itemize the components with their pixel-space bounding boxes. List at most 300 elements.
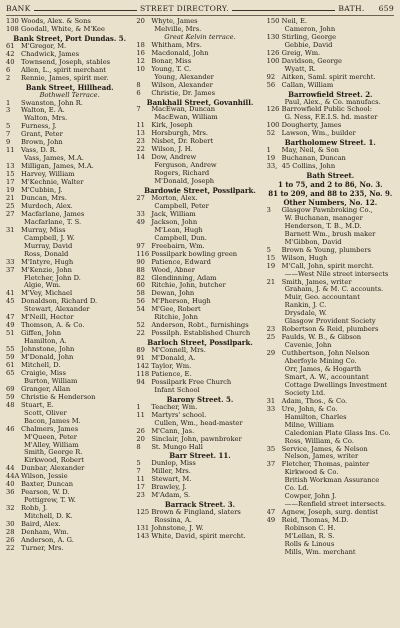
- house-number: 49: [136, 218, 145, 226]
- occupant-name: Faulds, W. B., & Gibson: [281, 334, 362, 342]
- house-number: 23: [136, 492, 145, 500]
- occupant-name: M'Gee, Robert: [151, 306, 201, 314]
- occupant-name: Adam, Thos., & Co.: [281, 397, 348, 405]
- directory-entry: [136, 243, 263, 251]
- house-number: 19: [266, 262, 276, 270]
- house-number: 33,: [266, 163, 278, 171]
- directory-entry: [6, 346, 133, 354]
- directory-entry: [136, 371, 263, 379]
- house-number: 55: [6, 346, 15, 354]
- directory-entry-continuation: Walton, Mrs.: [24, 115, 68, 123]
- directory-entry-continuation: Macfarlane, T. S.: [24, 218, 82, 226]
- directory-entry: [136, 259, 263, 267]
- house-number: 52: [136, 322, 145, 330]
- directory-entry: [6, 481, 133, 489]
- house-number: 17: [6, 179, 15, 187]
- directory-entry: [267, 255, 394, 263]
- occupant-name: Nisbet, Dr. Robert: [151, 138, 214, 146]
- directory-entry-continuation: Paul, Alex., & Co. manufacs.: [284, 98, 381, 106]
- occupant-name: Kirk, Joseph: [151, 122, 193, 130]
- directory-entry: [267, 461, 394, 469]
- directory-entry-continuation: Cullen, Wm., head-master: [154, 419, 243, 427]
- house-number: 126: [266, 106, 280, 114]
- directory-entry: [136, 211, 263, 219]
- occupant-name: Glasgow Pawnbroking Co.,: [281, 206, 373, 214]
- directory-entry: [6, 123, 133, 131]
- occupant-name: Granger, Allan: [21, 385, 71, 393]
- directory-entry-continuation: Murray, David: [24, 242, 73, 250]
- occupant-name: Robertson & Reid, plumbers: [281, 326, 379, 334]
- occupant-name: Grant, Peter: [21, 131, 63, 139]
- occupant-name: St. Mungo Hall: [151, 443, 203, 451]
- directory-entry-continuation: M'Gibbon, David: [284, 238, 342, 246]
- occupant-name: Ure, John, & Co.: [281, 405, 338, 413]
- occupant-name: Stirling, George: [281, 33, 337, 41]
- directory-entry-continuation: British Workman Assurance: [284, 477, 380, 485]
- street-heading: Barr Street. 11.: [169, 452, 231, 461]
- occupant-name: Martyrs' school.: [151, 411, 207, 419]
- house-number: 18: [136, 41, 145, 49]
- directory-entry-continuation: Kirkwood & Co.: [284, 469, 339, 477]
- house-number: 41: [6, 290, 15, 298]
- house-number: 1: [6, 99, 11, 107]
- street-heading: Bartholomew Street. 1.: [284, 139, 376, 148]
- occupant-name: Callan, William: [281, 81, 334, 89]
- directory-entry-continuation: M'Lean, Hugh: [154, 226, 203, 234]
- house-number: 10: [136, 65, 145, 73]
- occupant-name: Agnew, Joseph, surg. dentist: [281, 509, 379, 517]
- directory-entry: [6, 211, 133, 219]
- directory-entry: [6, 227, 133, 235]
- house-number: 33: [6, 258, 15, 266]
- header-rule-right: [232, 6, 335, 11]
- house-number: 49: [266, 517, 276, 525]
- directory-entry: [267, 326, 394, 334]
- house-number: 49: [6, 322, 15, 330]
- house-number: 1: [136, 403, 141, 411]
- occupant-name: Thomson, A. & Co.: [21, 322, 85, 330]
- house-number: 40: [6, 481, 15, 489]
- directory-entry: [6, 545, 133, 553]
- directory-entry: [136, 298, 263, 306]
- occupant-name: Miller, Mrs.: [151, 468, 191, 476]
- directory-entry: [136, 130, 263, 138]
- directory-entry: [136, 444, 263, 452]
- directory-entry: [6, 51, 133, 59]
- column-left: [6, 18, 133, 626]
- house-number: 7: [6, 131, 11, 139]
- directory-entry-continuation: Robinson C. H.: [284, 525, 336, 533]
- occupant-name: Brawley, J.: [151, 484, 187, 492]
- directory-entry-continuation: Gebbie, David: [284, 41, 333, 49]
- house-number: 22: [136, 146, 145, 154]
- directory-entry-continuation: Co. Ld.: [284, 485, 309, 493]
- house-number: 12: [136, 57, 145, 65]
- directory-entry: [267, 50, 394, 58]
- street-heading: Barony Street. 5.: [166, 395, 234, 404]
- directory-entry: [6, 521, 133, 529]
- occupant-name: Swanston, John R.: [21, 99, 83, 107]
- directory-entry: [267, 398, 394, 406]
- occupant-name: Murdoch, Alex.: [21, 202, 73, 210]
- directory-entry: [6, 187, 133, 195]
- house-number: 25: [266, 334, 276, 342]
- directory-entry: [136, 90, 263, 98]
- directory-entry: [136, 363, 263, 371]
- occupant-name: M'Donald, John: [21, 354, 74, 362]
- directory-entry: [136, 509, 263, 517]
- directory-entry: [136, 275, 263, 283]
- directory-entry-continuation: Graham, J. & M. C. accounts.: [284, 286, 384, 294]
- house-number: 100: [266, 122, 280, 130]
- occupant-name: Anderson, Robt., furnishings: [151, 322, 249, 330]
- house-number: 13: [6, 163, 15, 171]
- directory-entry: [136, 428, 263, 436]
- street-heading: Barrowfield Street. 2.: [288, 90, 373, 99]
- directory-entry-continuation: Cavenie, John: [284, 342, 332, 350]
- directory-entry-continuation: W. Buchanan, manager: [284, 214, 363, 222]
- house-number: 59: [6, 354, 15, 362]
- directory-entry-continuation: Smart, A. W., accountant: [284, 373, 369, 381]
- occupant-name: Turner, Mrs.: [21, 544, 64, 552]
- occupant-name: Neil, E.: [281, 18, 308, 25]
- occupant-name: Anderson, A. G.: [21, 536, 74, 544]
- occupant-name: Baird, Alex.: [21, 521, 61, 529]
- occupant-name: Jack, William: [151, 210, 196, 218]
- directory-entry: [6, 179, 133, 187]
- house-number: 35: [266, 445, 276, 453]
- directory-entry-continuation: Wyatt, R.: [284, 65, 316, 73]
- directory-entry-continuation: Infant School: [154, 386, 200, 394]
- house-number: 27: [136, 194, 145, 202]
- occupant-name: Possilph. Established Church: [151, 330, 251, 338]
- house-number: 88: [136, 266, 145, 274]
- directory-entry-continuation: Scott, Oliver: [24, 409, 67, 417]
- house-number: 20: [136, 18, 145, 25]
- occupant-name: Baxter, Duncan: [21, 481, 74, 489]
- occupant-name: Robb, J.: [21, 505, 48, 513]
- directory-entry: [6, 314, 133, 322]
- occupant-name: M'Pherson, Hugh: [151, 298, 211, 306]
- header-left: BANK: [6, 4, 31, 13]
- house-number: 130: [6, 18, 19, 25]
- directory-entry: [136, 50, 263, 58]
- house-number: 58: [136, 290, 145, 298]
- house-number: 13: [136, 130, 145, 138]
- occupant-name: Ritchie, John, butcher: [151, 282, 226, 290]
- occupant-name: M'Vey, Michael: [21, 290, 73, 298]
- occupant-name: Macfarlane, James: [21, 210, 85, 218]
- directory-entry: [267, 147, 394, 155]
- occupant-name: Chalmers, James: [21, 425, 79, 433]
- house-number: 5: [266, 246, 271, 254]
- occupant-name: Young, T. C.: [151, 65, 192, 73]
- house-number: 3: [6, 107, 11, 115]
- street-heading: 1 to 75, and 2 to 86, No. 3.: [278, 181, 383, 190]
- occupant-name: White, David, spirit mercht.: [151, 533, 246, 540]
- house-number: 65: [6, 369, 15, 377]
- directory-entry: [136, 18, 263, 26]
- directory-entry: [267, 406, 394, 414]
- occupant-name: Mitchell, D.: [21, 361, 61, 369]
- house-number: 82: [136, 274, 145, 282]
- occupant-name: M'Intyre, Hugh: [21, 258, 74, 266]
- occupant-name: Rennie, James, spirit mer.: [21, 74, 109, 82]
- directory-entry: [136, 468, 263, 476]
- house-number: 40: [6, 58, 15, 66]
- house-number: 27: [6, 210, 15, 218]
- running-header: [6, 4, 394, 16]
- house-number: 89: [136, 347, 145, 355]
- directory-entry-continuation: Ferguson, Andrew: [154, 162, 217, 170]
- house-number: 9: [6, 139, 11, 147]
- occupant-name: Donaldson, Richard D.: [21, 298, 98, 306]
- occupant-name: Johnstone, John: [21, 346, 75, 354]
- house-number: 6: [6, 66, 11, 74]
- house-number: 44A: [6, 473, 20, 481]
- occupant-name: Woods, Alex. & Sons: [21, 18, 91, 25]
- house-number: 69: [6, 385, 15, 393]
- directory-entry: [6, 107, 133, 115]
- house-number: 2: [6, 74, 11, 82]
- directory-entry-continuation: Orr, James, & Hogarth: [284, 365, 362, 373]
- occupant-name: M'Cubbin, J.: [21, 187, 63, 195]
- directory-entry: [6, 171, 133, 179]
- house-number: 61: [6, 42, 15, 50]
- occupant-name: Stuart, E.: [21, 401, 54, 409]
- directory-entry: [6, 362, 133, 370]
- occupant-name: Christie, Dr. James: [151, 89, 216, 97]
- occupant-name: Pearson, W. D.: [21, 489, 70, 497]
- house-number: 17: [136, 484, 145, 492]
- occupant-name: Possilpark bowling green: [151, 250, 238, 258]
- house-number: 92: [266, 73, 276, 81]
- occupant-name: Townsend, Joseph, stables: [21, 58, 111, 66]
- house-number: 21: [6, 194, 15, 202]
- house-number: 118: [136, 370, 150, 378]
- directory-entry-continuation: Rolls & Linous: [284, 540, 335, 548]
- directory-entry: [136, 412, 263, 420]
- occupant-name: MacEwan, Duncan: [151, 106, 216, 114]
- house-number: 11: [136, 411, 145, 419]
- house-number: 23: [266, 326, 276, 334]
- directory-entry: [136, 322, 263, 330]
- house-number: 97: [136, 242, 145, 250]
- directory-entry-continuation: Young, Alexander: [154, 73, 214, 81]
- directory-entry: [267, 517, 394, 525]
- street-heading: Bank Street, Port Dundas. 5.: [13, 34, 127, 43]
- occupant-name: M'Cann, Jas.: [151, 427, 195, 435]
- house-number: 5: [136, 460, 141, 468]
- directory-entry: [136, 533, 263, 541]
- house-number: 29: [266, 350, 276, 358]
- directory-entry-continuation: Ritchie, John: [154, 314, 198, 322]
- directory-entry: [267, 18, 394, 26]
- directory-entry-continuation: Henderson, T. B., M.D.: [284, 222, 362, 230]
- occupant-name: M'Neill, Hector: [21, 314, 74, 322]
- house-number: 22: [6, 544, 15, 552]
- street-heading: Bath Street.: [306, 172, 355, 181]
- house-number: 90: [136, 258, 145, 266]
- occupant-name: Brown & Fingland, slaters: [151, 509, 241, 517]
- occupant-name: Jackson, John: [151, 218, 198, 226]
- occupant-name: Goodall, White, & M'Kee: [21, 25, 105, 33]
- directory-entry-continuation: Pettigrew, T. W.: [24, 497, 76, 505]
- occupant-name: Morton, Alex.: [151, 194, 198, 202]
- house-number: 22: [136, 330, 145, 338]
- house-number: 5: [6, 123, 11, 131]
- house-number: 60: [136, 282, 145, 290]
- directory-entry-continuation: Algie, Wm.: [24, 282, 61, 290]
- directory-entry: [267, 350, 394, 358]
- house-number: 31: [6, 226, 15, 234]
- directory-entry: [6, 100, 133, 108]
- occupant-name: Buchanan, Duncan: [281, 155, 346, 163]
- directory-entry: [136, 82, 263, 90]
- street-heading: Other Numbers, No. 12.: [283, 198, 378, 207]
- house-number: 14: [136, 154, 145, 162]
- occupant-name: Macdonald, John: [151, 49, 209, 57]
- directory-entry-continuation: Mitchell, D. K.: [24, 513, 73, 521]
- house-number: 26: [6, 536, 15, 544]
- house-number: 33: [136, 210, 145, 218]
- house-number: 91: [136, 355, 145, 363]
- directory-entry-continuation: Rogers, Richard: [154, 170, 210, 178]
- directory-entry: [267, 155, 394, 163]
- occupant-name: Christie & Henderson: [21, 393, 96, 401]
- directory-entry-continuation: Nelson, James, writer: [284, 453, 359, 461]
- directory-entry: [6, 59, 133, 67]
- directory-entry: [136, 404, 263, 412]
- directory-entry: [6, 489, 133, 497]
- occupant-name: Murray, Miss: [21, 226, 66, 234]
- directory-entry-continuation: Barnett Wm., brush maker: [284, 230, 376, 238]
- directory-entry: [136, 476, 263, 484]
- directory-entry: [136, 282, 263, 290]
- house-number: 7: [136, 468, 141, 476]
- occupant-name: M'Kechnie, Walter: [21, 179, 84, 187]
- occupant-name: Wilson, Jessie: [21, 473, 68, 481]
- occupant-name: M'Donald, A.: [151, 355, 196, 363]
- directory-entry-continuation: Milne, William: [284, 421, 334, 429]
- house-number: 28: [6, 529, 15, 536]
- house-number: 31: [266, 397, 276, 405]
- house-number: 20: [136, 435, 145, 443]
- occupant-name: Bonar, Miss: [151, 57, 192, 65]
- directory-entry: [6, 386, 133, 394]
- directory-entry-continuation: Muir, Geo. accountant: [284, 294, 360, 302]
- occupant-name: Glendinning, Adam: [151, 274, 217, 282]
- directory-entry: [6, 18, 133, 26]
- occupant-name: Barrowfield Public School:: [281, 106, 372, 114]
- directory-entry: [6, 298, 133, 306]
- occupant-name: Chadwick, James: [21, 50, 80, 58]
- directory-entry: [136, 492, 263, 500]
- house-number: 59: [6, 393, 15, 401]
- house-number: 7: [136, 106, 141, 114]
- occupant-name: Denham, Wm.: [21, 529, 69, 536]
- directory-entry: [136, 436, 263, 444]
- directory-entry-continuation: Hamilton, Charles: [284, 413, 347, 421]
- house-number: 100: [266, 57, 280, 65]
- house-number: 42: [6, 50, 15, 58]
- occupant-name: Wilson, Alexander: [151, 81, 213, 89]
- house-number: 48: [6, 401, 15, 409]
- directory-entry: [6, 330, 133, 338]
- directory-entry: [136, 66, 263, 74]
- directory-entry: [267, 279, 394, 287]
- occupant-name: Stewart, M.: [151, 476, 192, 484]
- directory-entry-continuation: Ross, William, & Co.: [284, 437, 354, 445]
- house-number: 16: [136, 49, 145, 57]
- house-number: 21: [266, 278, 276, 286]
- directory-entry: [6, 75, 133, 83]
- directory-entry-continuation: Bacon, James M.: [24, 417, 81, 425]
- house-number: 23: [136, 138, 145, 146]
- house-number: 56: [266, 81, 276, 89]
- directory-entry: [6, 259, 133, 267]
- directory-entry-continuation: Rossina, A.: [154, 517, 192, 525]
- directory-entry: [6, 203, 133, 211]
- directory-entry-continuation: ——Renfield street intersects.: [284, 501, 387, 509]
- occupant-name: Milligan, James, M.A.: [21, 163, 94, 171]
- directory-entry-continuation: Drysdale, W.: [284, 310, 327, 318]
- directory-entry: [6, 67, 133, 75]
- street-heading: Bank Street, Hillhead.: [25, 83, 114, 92]
- directory-entry: [136, 347, 263, 355]
- directory-entry: [136, 219, 263, 227]
- house-number: 46: [6, 425, 15, 433]
- directory-entry-continuation: Caledonian Plate Glass Ins. Co.: [284, 429, 391, 437]
- directory-entry-continuation: MacEwan, William: [154, 114, 218, 122]
- directory-entry: [6, 147, 133, 155]
- directory-entry-continuation: Cowper, John J.: [284, 493, 337, 501]
- directory-entry: [267, 58, 394, 66]
- occupant-name: Service, James, & Nelson: [281, 445, 368, 453]
- directory-entry-continuation: M'Alley, William: [24, 441, 79, 449]
- directory-entry: [6, 267, 133, 275]
- directory-entry: [6, 465, 133, 473]
- directory-entry-continuation: Glasgow Provident Society: [284, 318, 376, 326]
- street-heading: 81 to 209, and 88 to 235, No. 9.: [268, 190, 393, 198]
- directory-entry: [267, 122, 394, 130]
- occupant-name: Dow, Andrew: [151, 154, 197, 162]
- house-number: 19: [266, 155, 276, 163]
- house-number: 51: [6, 330, 15, 338]
- directory-entry-continuation: Aberfoyle Mining Co.: [284, 358, 357, 366]
- street-heading: Bankhall Street, Govanhill.: [146, 98, 254, 107]
- occupant-name: Aitken, Saml. spirit mercht.: [281, 73, 376, 81]
- directory-entry-continuation: Cottage Dwellings Investment: [284, 381, 388, 389]
- occupant-name: Walton, E. A.: [21, 107, 65, 115]
- directory-entry: [136, 330, 263, 338]
- occupant-name: M'Kenzie, John: [21, 266, 72, 274]
- column-right: [267, 18, 394, 626]
- directory-entry: [6, 370, 133, 378]
- house-number: 116: [136, 250, 150, 258]
- directory-entry: [6, 537, 133, 545]
- directory-entry-continuation: Stewart, Alexander: [24, 306, 90, 314]
- occupant-name: Dunbar, Alexander: [21, 465, 85, 473]
- directory-entry: [267, 263, 394, 271]
- directory-entry: [136, 355, 263, 363]
- directory-entry: [267, 82, 394, 90]
- directory-entry: [267, 106, 394, 114]
- occupant-name: Teacher, Wm.: [151, 403, 198, 411]
- occupant-name: Reid, Thomas, M.D.: [281, 517, 349, 525]
- occupant-name: Allen, L., spirit merchant: [21, 66, 106, 74]
- directory-entry: [6, 505, 133, 513]
